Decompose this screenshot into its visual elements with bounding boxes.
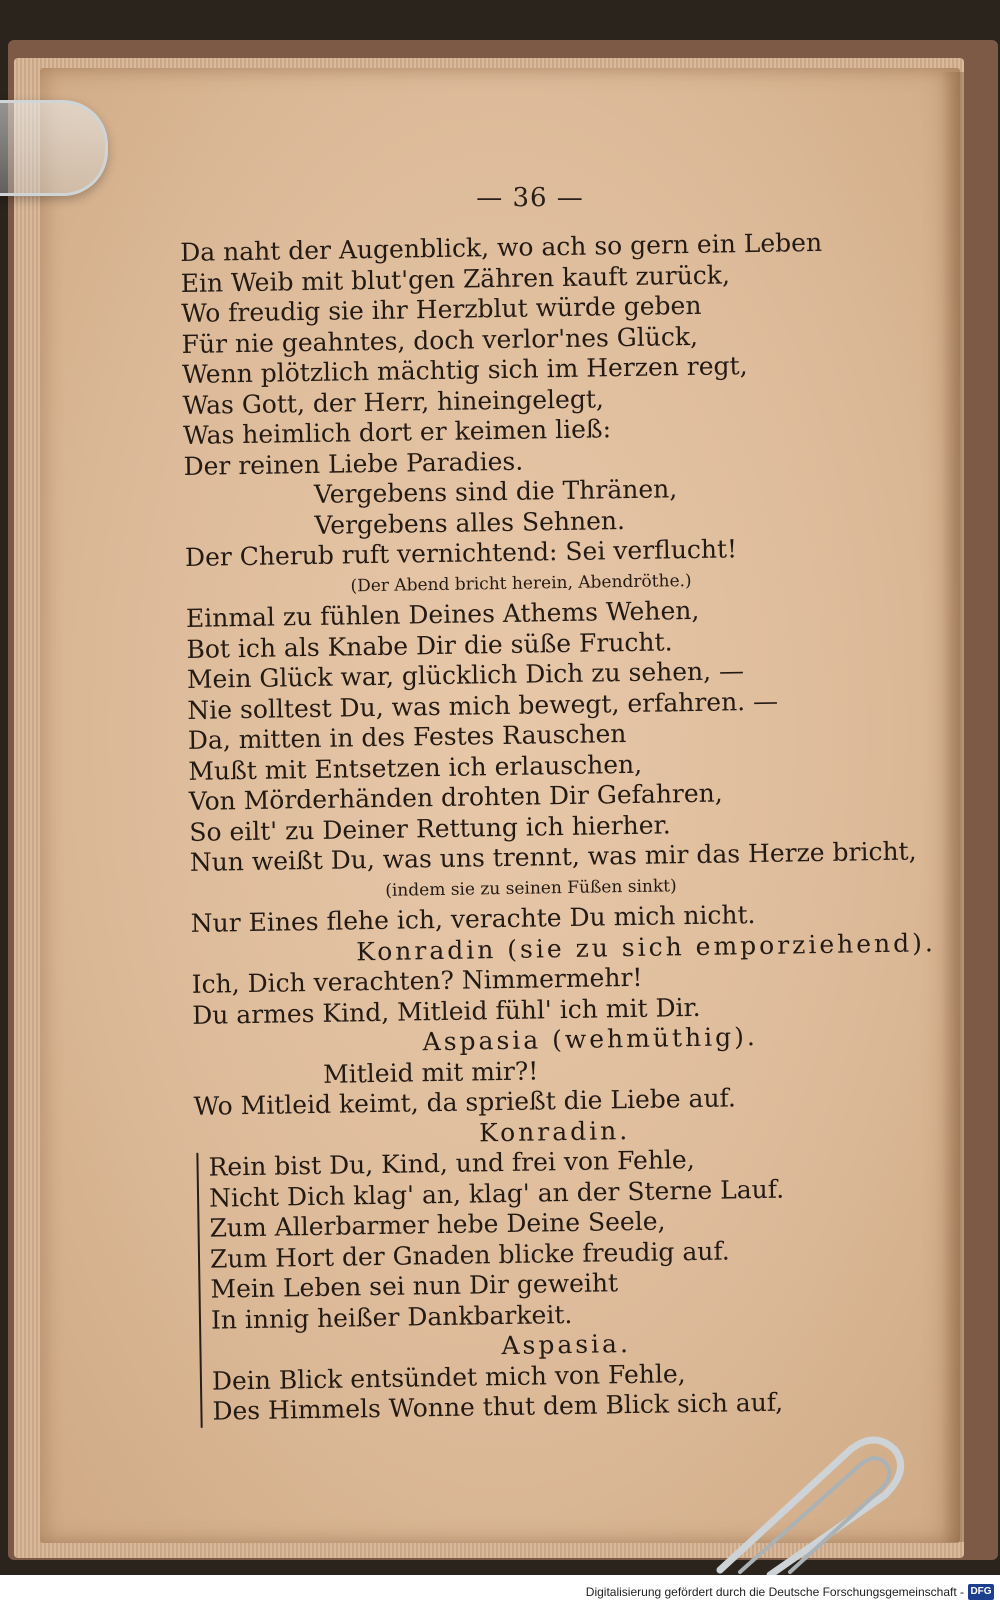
footer-credit: Digitalisierung gefördert durch die Deutsche Forschungsgemeinschaft - [585,1585,964,1599]
speaker-name: Konradin. [478,1115,631,1147]
page-number: — 36 — [476,183,584,213]
verse-line: Ich, Dich verachten? Nimmermehr! [191,962,643,999]
paper-clip-bottom-icon [700,1420,920,1580]
verse-line: Was heimlich dort er keimen ließ: [182,414,612,450]
verse-line: Nie solltest Du, was mich bewegt, erfahren. — [187,686,779,725]
verse-line: Du armes Kind, Mitleid fühl' ich mit Dir. [191,992,701,1030]
verse-line: Mein Glück war, glücklich Dich zu sehen, — [186,656,745,694]
verse-line: Nur Eines flehe ich, verachte Du mich nicht. [190,900,756,938]
dfg-logo: DFG [968,1584,994,1600]
paper-clip-top-icon [0,100,108,196]
verse-line: Der reinen Liebe Paradies. [183,446,524,481]
speaker-name: Konradin (sie zu sich emporziehend). [355,927,937,966]
verse-line: Dein Blick entsündet mich von Fehle, [211,1358,686,1396]
verse-line: Da naht der Augenblick, wo ach so gern ein Leben [180,227,823,267]
verse-line: Des Himmels Wonne thut dem Blick sich auf, [212,1387,784,1426]
verse-line: In innig heißer Dankbarkeit. [210,1299,573,1335]
verse-line: Nun weißt Du, was uns trennt, was mir das Herze bricht, [189,836,917,877]
verse-line: Mußt mit Entsetzen ich erlauschen, [188,749,643,786]
verse-line: So eilt' zu Deiner Rettung ich hierher. [189,809,671,847]
verse-line: Zum Hort der Gnaden blicke freudig auf. [209,1235,730,1274]
verse-line: Rein bist Du, Kind, und frei von Fehle, [208,1145,695,1182]
footer-bar [0,1575,1000,1605]
speaker-name: Aspasia (wehmüthig). [422,1022,759,1057]
verse-line: Vergebens alles Sehnen. [314,505,626,540]
text-lines [180,227,937,1153]
verse-line: Was Gott, der Herr, hineingelegt, [182,383,605,420]
speaker-name: Aspasia. [501,1329,632,1361]
verse-line: Für nie geahntes, doch verlor'nes Glück, [181,321,699,359]
verse-line: Wenn plötzlich mächtig sich im Herzen regt, [181,351,748,389]
stage-direction: (indem sie zu seinen Füßen sinkt) [385,875,677,901]
page-gutter-shadow [942,72,964,1542]
verse-line: Ein Weib mit blut'gen Zähren kauft zurück, [180,259,731,298]
verse-line: Bot ich als Knabe Dir die süße Frucht. [186,626,673,664]
page-text [180,227,937,1428]
verse-line: Wo Mitleid keimt, da sprießt die Liebe auf. [193,1083,737,1121]
stage-direction: (Der Abend bricht herein, Abendröthe.) [350,570,692,596]
verse-line: Wo freudig sie ihr Herzblut würde geben [180,290,702,328]
bracketed-passage [196,1142,918,1428]
verse-line: Der Cherub ruft vernichtend: Sei verflucht! [184,534,738,572]
verse-line: Nicht Dich klag' an, klag' an der Sterne Lauf. [208,1174,785,1213]
verse-line: Von Mörderhänden drohten Dir Gefahren, [188,778,723,816]
verse-line: Mitleid mit mir?! [322,1055,539,1089]
verse-line: Vergebens sind die Thränen, [313,474,678,509]
verse-line: Zum Allerbarmer hebe Deine Seele, [209,1206,666,1243]
verse-line: Einmal zu fühlen Deines Athems Wehen, [185,595,700,633]
verse-line: Mein Leben sei nun Dir geweiht [210,1268,619,1304]
verse-line: Da, mitten in des Festes Rauschen [187,719,627,755]
